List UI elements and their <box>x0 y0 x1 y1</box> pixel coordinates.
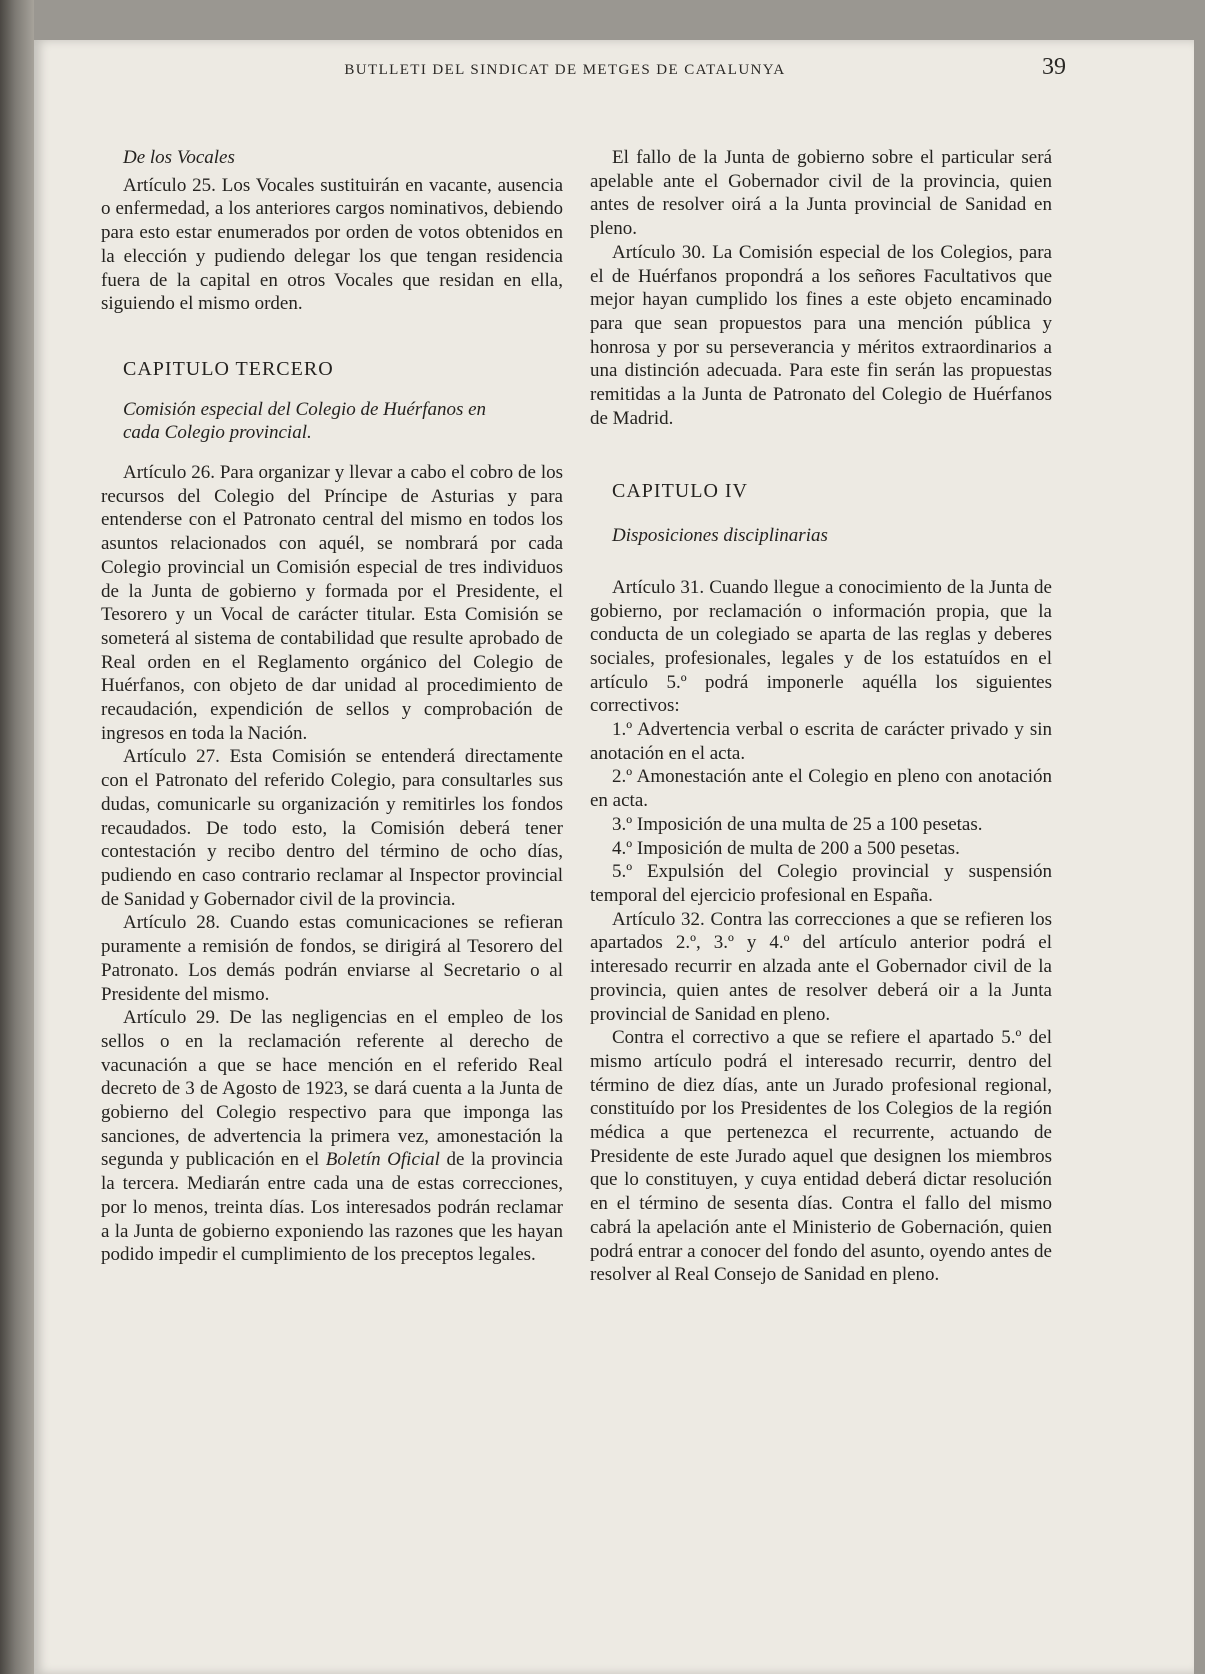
chapter-title-tercero: CAPITULO TERCERO <box>123 357 334 380</box>
running-header: BUTLLETI DEL SINDICAT DE METGES DE CATALUNYA <box>344 62 786 78</box>
chapter-title-iv: CAPITULO IV <box>612 480 748 503</box>
correctivo-item: 3.º Imposición de una multa de 25 a 100 pesetas. <box>612 813 983 835</box>
article-26: Artículo 26. Para organizar y llevar a cabo el cobro de los recursos del Colegio del Príncipe de Asturias y para entenderse con el Patronato central del mismo en todos los asuntos relacionados con aquél, se nombrará por cada Colegio provincial un Comisión especial de tres individuos de la Junta de gobierno y formada por el Presidente, el Tesorero y un Vocal de carácter titular. Esta Comisión se someterá al sistema de contabilidad que resulte aprobado de Real orden en el Reglamento orgánico del Colegio de Huérfanos, con objeto de dar unidad al procedimiento de recaudación, expendición de sellos y comprobación de ingresos en toda la Nación. <box>101 462 563 744</box>
article-32-second-paragraph: Contra el correctivo a que se refiere el apartado 5.º del mismo artículo podrá el interesado recurrir, dentro del término de diez días, ante un Jurado profesional regional, constituído por los Presidentes de los Colegios de la región médica a que pertenezca el recurrente, actuando de Presidente de este Jurado aquel que designen los miembros que lo constituyen, y cuya entidad deberá dictar resolución en el término de sesenta días. Contra el fallo del mismo cabrá la apelación ante el Ministerio de Gobernación, quien podrá entrar a conocer del fondo del asunto, oyendo antes de resolver al Real Consejo de Sanidad en pleno. <box>590 1027 1052 1286</box>
article-29-text-b: de la provincia la tercera. Mediarán entre cada una de estas correcciones, por lo menos, treinta días. Los interesados podrán reclamar a la Junta de gobierno exponiendo las razones que les hayan podido impedir el cumplimiento de los preceptos legales. <box>101 1149 563 1266</box>
correctivo-item: 4.º Imposición de multa de 200 a 500 pesetas. <box>612 837 960 859</box>
article-32: Artículo 32. Contra las correcciones a que se refieren los apartados 2.º, 3.º y 4.º del artículo anterior podrá el interesado recurrir en alzada ante el Gobernador civil de la provincia, quien antes de resolver deberá oir a la Junta provincial de Sanidad en pleno. <box>590 908 1052 1025</box>
section-heading-vocales: De los Vocales <box>123 147 235 168</box>
article-28: Artículo 28. Cuando estas comunicaciones se refieran puramente a remisión de fondos, se dirigirá al Tesorero del Patronato. Los demás podrán enviarse al Secretario o al Presidente del mismo. <box>101 912 563 1005</box>
chapter-subtitle-disposiciones: Disposiciones disciplinarias <box>612 525 828 547</box>
book-spine-shadow <box>0 0 34 1674</box>
article-30: Artículo 30. La Comisión especial de los Colegios, para el de Huérfanos propondrá a los señores Facultativos que mejor hayan cumplido los fines a este objeto encaminado para que sean propuestos para una mención pública y honrosa y por su perseverancia y méritos extraordinarios a una distinción adecuada. Para este fin serán las propuestas remitidas a la Junta de Patronato del Colegio de Huérfanos de Madrid. <box>590 241 1052 429</box>
article-31: Artículo 31. Cuando llegue a conocimiento de la Junta de gobierno, por reclamación o información propia, que la conducta de un colegiado se aparta de las reglas y deberes sociales, profesionales, legales y de los estatuídos en el artículo 5.º podrá imponerle aquélla los siguientes correctivos: <box>590 576 1052 717</box>
chapter-subtitle-line1: Comisión especial del Colegio de Huérfanos en <box>123 398 487 420</box>
correctivo-item: 1.º Advertencia verbal o escrita de carácter privado y sin anotación en el acta. <box>590 719 1052 764</box>
article-27: Artículo 27. Esta Comisión se entenderá directamente con el Patronato del referido Colegio, para consultarles sus dudas, comunicarle su organización y remitirles los fondos recaudados. De todo esto, la Comisión deberá tener contestación y recibo dentro del término de ocho días, pudiendo en caso contrario reclamar al Inspector provincial de Sanidad y Gobernador civil de la provincia. <box>101 746 563 910</box>
chapter-subtitle-comision <box>101 398 563 445</box>
article-29-continuation: El fallo de la Junta de gobierno sobre el particular será apelable ante el Gobernador civil de la provincia, quien antes de resolver oirá a la Junta provincial de Sanidad en pleno. <box>590 147 1052 240</box>
correctivo-item: 5.º Expulsión del Colegio provincial y suspensión temporal del ejercicio profesional en España. <box>590 861 1052 906</box>
article-25: Artículo 25. Los Vocales sustituirán en vacante, ausencia o enfermedad, a los anteriores cargos nominativos, debiendo para esto estar enumerados por orden de votos obtenidos en la elección y pudiendo delegar los que tengan residencia fuera de la capital en otros Vocales que residan en ella, siguiendo el mismo orden. <box>101 174 563 315</box>
article-29 <box>101 1006 563 1267</box>
boletin-oficial-italic: Boletín Oficial <box>325 1149 440 1171</box>
left-column <box>101 146 563 1267</box>
page-number: 39 <box>1042 54 1066 80</box>
right-column <box>590 146 1052 1287</box>
chapter-subtitle-line2: cada Colegio provincial. <box>123 422 312 444</box>
article-29-text-a: Artículo 29. De las negligencias en el empleo de los sellos o en la reclamación referente al derecho de vacunación a que se hace mención en el referido Real decreto de 3 de Agosto de 1923, se dará cuenta a la Junta de gobierno del Colegio respectivo para que imponga las sanciones, de advertencia la primera vez, amonestación la segunda y publicación en el <box>101 1007 563 1171</box>
correctivo-item: 2.º Amonestación ante el Colegio en pleno con anotación en acta. <box>590 766 1052 812</box>
